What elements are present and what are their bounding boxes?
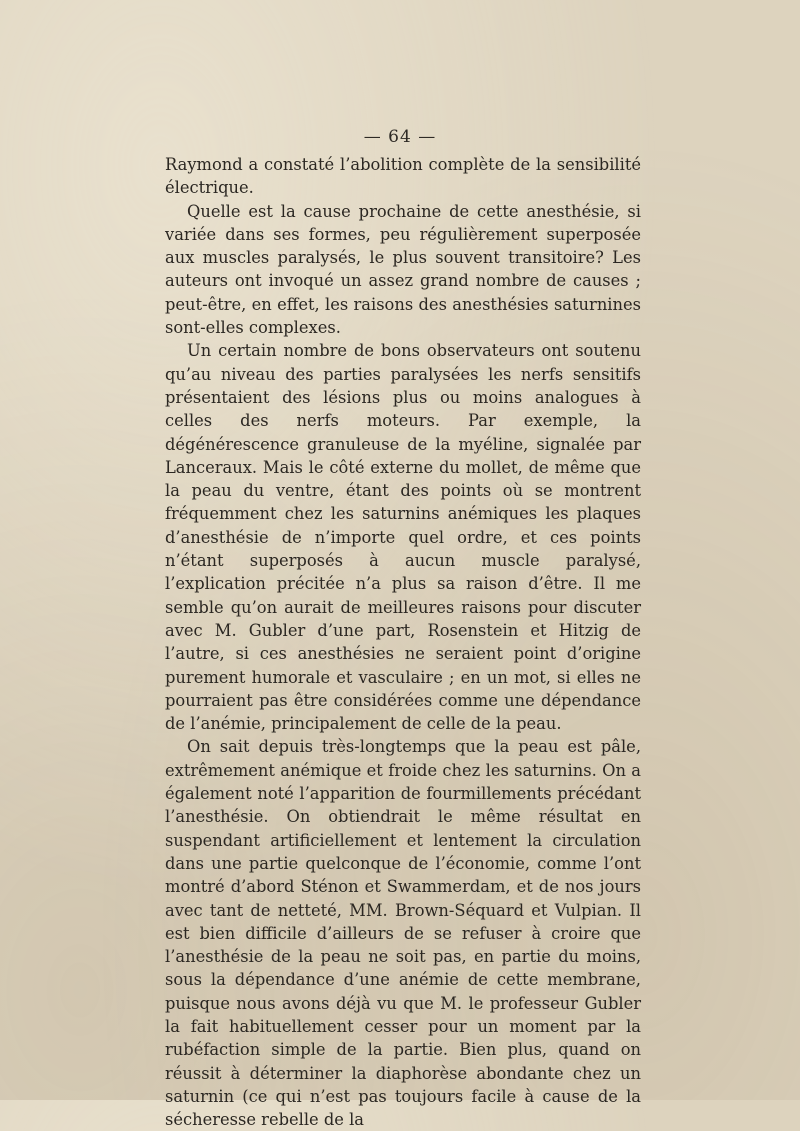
paragraph: On sait depuis très-longtemps que la peau est pâle, extrêmement anémique et froide chez les saturnins. On a également noté l’apparition de fourmillements précédant l’anesthésie. On obtiendrait le même résultat en suspendant artificiellement et lentement la circulation dans une partie quelconque de l’économie, comme l’ont montré d’abord Sténon et Swammerdam, et de nos jours avec tant de netteté, MM. Brown-Séquard et Vulpian. Il est bien difficile d’ailleurs de se refuser à croire que l’anesthésie de la peau ne soit pas, en partie du moins, sous la dépendance d’une anémie de cette membrane, puisque nous avons déjà vu que M. le professeur Gubler la fait habituellement cesser pour un moment par la rubéfaction simple de la partie. Bien plus, quand on réussit à déterminer la diaphorèse abondante chez un saturnin (ce qui n’est pas toujours facile à cause de la sécheresse rebelle de la <box>165 737 641 1130</box>
body-text <box>165 153 641 1131</box>
paragraph: Un certain nombre de bons observateurs ont soutenu qu’au niveau des parties paralysées les nerfs sensitifs présentaient des lésions plus ou moins analogues à celles des nerfs moteurs. Par exemple, la dégénérescence granuleuse de la myéline, signalée par Lanceraux. Mais le côté externe du mollet, de même que la peau du ventre, étant des points où se montrent fréquemment chez les saturnins anémiques les plaques d’anesthésie de n’importe quel ordre, et ces points n’étant superposés à aucun muscle paralysé, l’explication précitée n’a plus sa raison d’être. Il me semble qu’on aurait de meilleures raisons pour discuter avec M. Gubler d’une part, Rosenstein et Hitzig de l’autre, si ces anesthésies ne seraient point d’origine purement humorale et vasculaire ; en un mot, si elles ne pourraient pas être considérées comme une dépendance de l’anémie, principalement de celle de la peau. <box>165 341 641 734</box>
page-number: — 64 — <box>363 127 437 147</box>
paragraph: Quelle est la cause prochaine de cette anesthésie, si variée dans ses formes, peu régulièrement superposée aux muscles paralysés, le plus souvent transitoire? Les auteurs ont invoqué un assez grand nombre de causes ; peut-être, en effet, les raisons des anesthésies saturnines sont-elles complexes. <box>165 201 641 338</box>
paragraph: Raymond a constaté l’abolition complète de la sensibilité électrique. <box>165 155 641 198</box>
